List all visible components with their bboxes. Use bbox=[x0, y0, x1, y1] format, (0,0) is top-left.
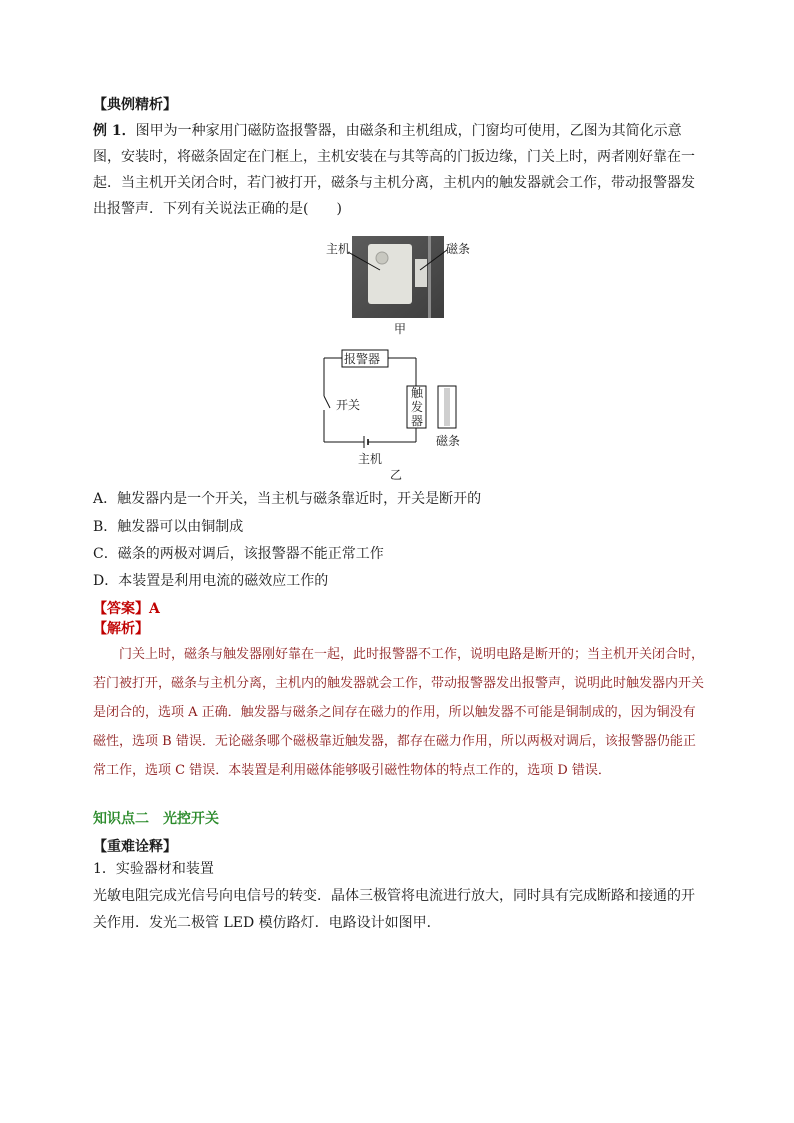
figure-a-magnet-label: 磁条 bbox=[446, 242, 471, 256]
analysis-label: 【解析】 bbox=[93, 621, 149, 637]
option-d: D．本装置是利用电流的磁效应工作的 bbox=[93, 573, 329, 589]
question-text: 图甲为一种家用门磁防盗报警器，由磁条和主机组成，门窗均可使用，乙图为其简化示意图，安装时，将磁条固定在门框上，主机安装在与其等高的门扳边缘，门关上时，两者刚好靠在一起．当主机开关闭合时，若门被打开，磁条与主机分离，主机内的触发器就会工作，带动报警器发出报警声．下列有关说法正确的是( ) bbox=[93, 123, 695, 217]
example-number: 例 1． bbox=[93, 123, 136, 139]
alarm-label: 报警器 bbox=[344, 352, 381, 366]
figure-b-magnet-label: 磁条 bbox=[436, 434, 461, 448]
knowledge-title: 知识点二 光控开关 bbox=[93, 811, 219, 827]
item-1: 1．实验器材和装置 bbox=[93, 861, 214, 877]
figure-b-host-label: 主机 bbox=[358, 452, 383, 466]
option-c: C．磁条的两极对调后，该报警器不能正常工作 bbox=[93, 546, 384, 562]
figure-a-caption: 甲 bbox=[394, 322, 407, 336]
circuit-diagram bbox=[318, 346, 478, 482]
section-title: 【典例精析】 bbox=[93, 97, 177, 113]
figure-b bbox=[318, 346, 478, 482]
body-line-1: 光敏电阻完成光信号向电信号的转变．晶体三极管将电流进行放大，同时具有完成断路和接通的开 bbox=[93, 888, 695, 904]
option-a: A．触发器内是一个开关，当主机与磁条靠近时，开关是断开的 bbox=[93, 491, 482, 507]
figure-a bbox=[320, 234, 480, 334]
analysis-text: 门关上时，磁条与触发器刚好靠在一起，此时报警器不工作，说明电路是断开的；当主机开关闭合时，若门被打开，磁条与主机分离，主机内的触发器就会工作，带动报警器发出报警声，说明此时触发器内开关是闭合的，选项 A 正确．触发器与磁条之间存在磁力的作用，所以触发器不可能是铜制成的，因为铜没有磁性，选项 B 错误．无论磁条哪个磁极靠近触发器，都存在磁力作用，所以两极对调后，该报警器仍能正常工作，选项 C 错误．本装置是利用磁体能够吸引磁性物体的特点工作的，选项 D 错误． bbox=[93, 647, 705, 778]
key-points-label: 【重难诠释】 bbox=[93, 839, 177, 855]
question-paragraph bbox=[93, 118, 705, 222]
figure-a-host-label: 主机 bbox=[326, 242, 351, 256]
switch-label: 开关 bbox=[336, 398, 361, 412]
answer: 【答案】A bbox=[93, 601, 160, 617]
option-b: B．触发器可以由铜制成 bbox=[93, 519, 244, 535]
body-line-2: 关作用．发光二极管 LED 模仿路灯．电路设计如图甲． bbox=[93, 915, 441, 931]
figure-b-caption: 乙 bbox=[390, 468, 403, 482]
trigger-label: 触发器 bbox=[410, 386, 423, 428]
